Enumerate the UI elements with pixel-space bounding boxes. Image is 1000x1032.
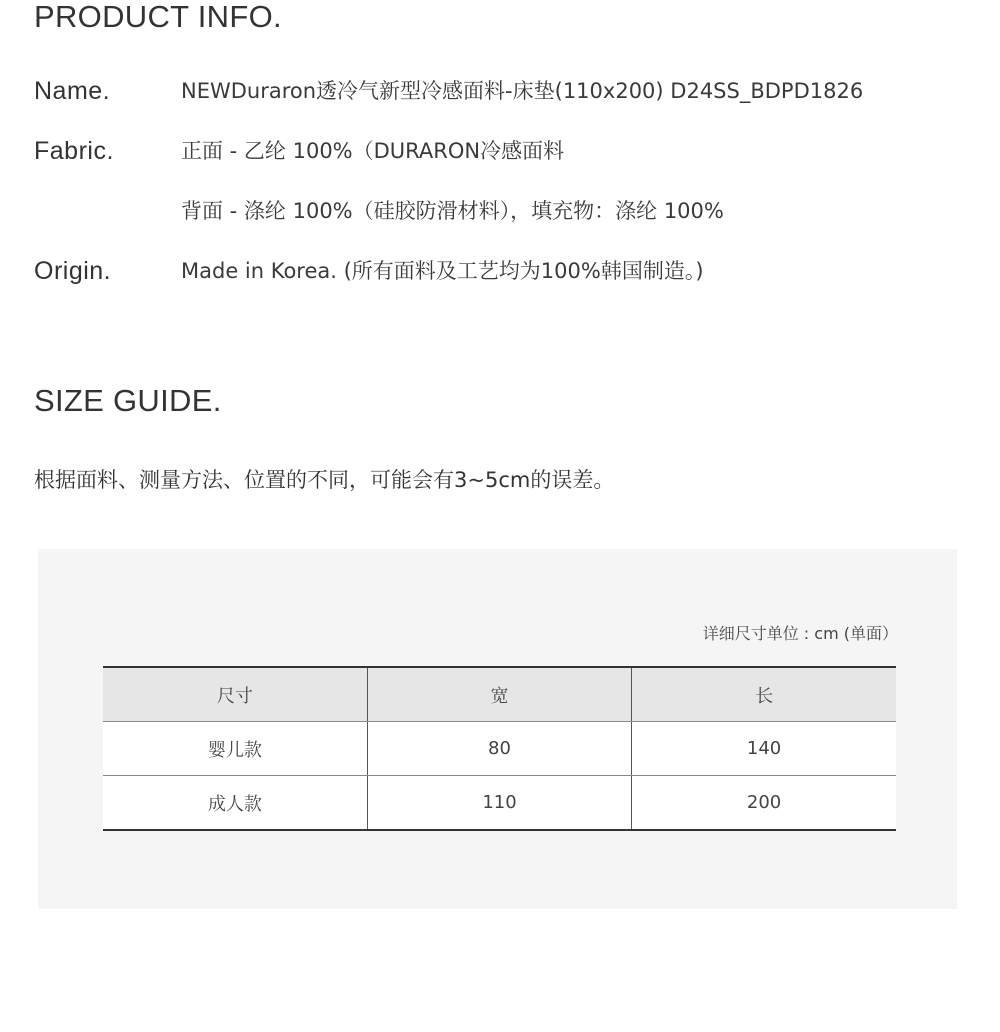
fabric-front-value: 正面 - 乙纶 100%（DURARON冷感面料 [181,139,565,163]
origin-label: Origin. [34,257,112,285]
info-row-name [34,76,974,106]
unit-note: 详细尺寸单位 : cm (单面） [702,624,898,643]
size-guide-title: SIZE GUIDE. [34,383,222,418]
table-row [103,776,896,831]
size-guide-note: 根据面料、测量方法、位置的不同，可能会有3~5cm的误差。 [34,468,615,492]
row-size: 婴儿款 [103,722,367,776]
origin-value: Made in Korea. (所有面料及工艺均为100%韩国制造。) [181,259,704,283]
info-row-origin [34,256,974,286]
row-width: 80 [367,722,631,776]
fabric-label: Fabric. [34,137,114,165]
name-value: NEWDuraron透冷气新型冷感面料-床垫(110x200) D24SS_BDPD1826 [181,79,864,103]
table-header-row [103,667,896,722]
table-row [103,722,896,776]
header-length: 长 [632,667,896,722]
header-width: 宽 [367,667,631,722]
row-length: 140 [632,722,896,776]
product-info-title: PRODUCT INFO. [34,0,282,34]
header-size: 尺寸 [103,667,367,722]
row-length: 200 [632,776,896,831]
row-width: 110 [367,776,631,831]
name-label: Name. [34,77,111,105]
size-table-panel [38,549,957,909]
fabric-back-value: 背面 - 涤纶 100%（硅胶防滑材料），填充物：涤纶 100% [181,199,724,223]
row-size: 成人款 [103,776,367,831]
info-row-fabric [34,136,974,166]
size-table [103,666,896,831]
info-row-fabric-back [34,196,974,226]
